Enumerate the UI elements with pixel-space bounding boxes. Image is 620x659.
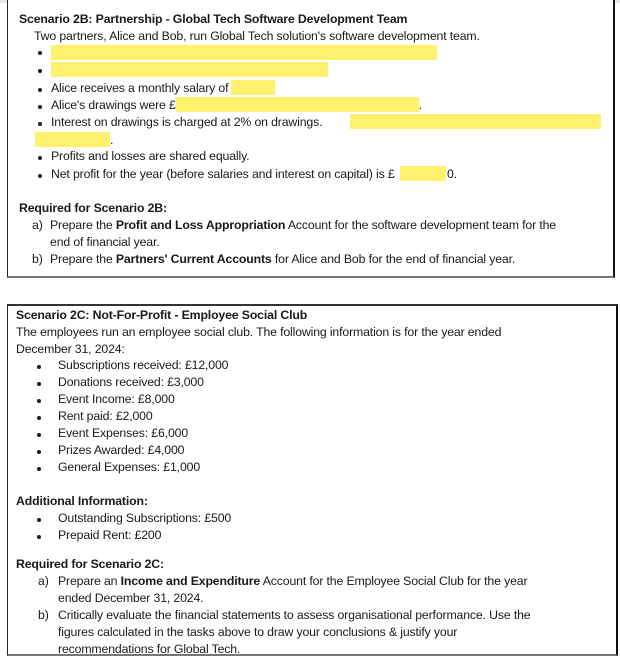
scenario-2c-intro-line2: December 31, 2024: — [16, 342, 125, 356]
bullet-icon — [37, 399, 41, 403]
list-item-text: Interest on drawings is charged at 2% on drawings. — [51, 115, 323, 129]
redacted-highlight — [400, 166, 446, 181]
bullet-icon — [38, 174, 42, 178]
list-item: General Expenses: £1,000 — [58, 460, 201, 474]
bullet-icon — [38, 51, 42, 55]
required-item-a-line2: end of financial year. — [50, 235, 160, 249]
redacted-highlight — [35, 132, 110, 147]
list-item-text: Alice's drawings were £ — [51, 98, 176, 112]
list-item — [51, 166, 395, 182]
required-bold-text: Profit and Loss Appropriation — [115, 218, 286, 232]
required-text: Prepare the — [50, 252, 116, 266]
required-item-b-line3: recommendations for Global Tech. — [58, 642, 241, 656]
bullet-icon — [37, 416, 41, 420]
redacted-highlight — [51, 62, 328, 77]
scenario-2b-intro: Two partners, Alice and Bob, run Global Tech solution's software development team. — [34, 29, 480, 43]
bullet-icon — [38, 105, 42, 109]
required-text: for Alice and Bob for the end of financial year. — [271, 252, 516, 266]
list-item: Prepaid Rent: £200 — [58, 528, 162, 542]
redacted-highlight — [51, 45, 437, 60]
list-item — [51, 114, 322, 130]
required-item-b — [50, 251, 515, 267]
list-item — [51, 97, 422, 113]
required-item-b-line1: Critically evaluate the financial statements to assess organisational performance. Use the — [58, 608, 531, 622]
required-text: Prepare an — [58, 574, 121, 588]
bullet-icon — [37, 467, 41, 471]
required-2c-heading: Required for Scenario 2C: — [16, 557, 164, 571]
list-item-trailing: . — [110, 133, 114, 147]
required-item-marker: a) — [38, 574, 49, 588]
redacted-highlight — [350, 114, 601, 129]
required-bold-text: Partners' Current Accounts — [115, 252, 272, 266]
bullet-icon — [37, 365, 41, 369]
required-text: Account for the Employee Social Club for the year — [260, 574, 528, 588]
bullet-icon — [38, 122, 42, 126]
bullet-icon — [37, 433, 41, 437]
bullet-icon — [38, 88, 42, 92]
additional-info-heading: Additional Information: — [16, 494, 148, 508]
bullet-icon — [37, 518, 41, 522]
required-2b-heading: Required for Scenario 2B: — [19, 201, 167, 215]
bullet-icon — [37, 382, 41, 386]
redacted-highlight — [176, 97, 419, 112]
bullet-icon — [38, 156, 42, 160]
scenario-2b-title: Scenario 2B: Partnership - Global Tech Software Development Team — [19, 12, 408, 26]
redacted-highlight — [231, 80, 275, 95]
required-bold-text: Income and Expenditure — [120, 574, 261, 588]
list-item-trailing: . — [418, 98, 422, 112]
list-item: Subscriptions received: £12,000 — [58, 358, 229, 372]
required-item-marker: b) — [32, 252, 43, 266]
list-item-text: Net profit for the year (before salaries and interest on capital) is £ — [51, 167, 395, 181]
list-item — [51, 80, 275, 96]
required-item-a — [58, 573, 527, 589]
required-text: Account for the software development team for the — [285, 218, 556, 232]
list-item: Prizes Awarded: £4,000 — [58, 443, 185, 457]
list-item: Donations received: £3,000 — [58, 375, 204, 389]
required-text: Prepare the — [50, 218, 116, 232]
required-item-marker: b) — [38, 608, 49, 622]
bullet-icon — [37, 535, 41, 539]
list-item-text: Alice receives a monthly salary of — [51, 81, 229, 95]
list-item: Event Income: £8,000 — [58, 392, 175, 406]
bullet-icon — [38, 69, 42, 73]
list-item: Rent paid: £2,000 — [58, 409, 153, 423]
scenario-2c-title: Scenario 2C: Not-For-Profit - Employee Social Club — [16, 308, 308, 322]
list-item-trailing: 0. — [447, 167, 457, 181]
scenario-2b-box — [7, 0, 615, 278]
required-item-a-line2: ended December 31, 2024. — [58, 591, 204, 605]
bullet-icon — [37, 450, 41, 454]
list-item: Profits and losses are shared equally. — [51, 149, 250, 163]
required-item-b-line2: figures calculated in the tasks above to draw your conclusions & justify your — [58, 625, 458, 639]
list-item: Outstanding Subscriptions: £500 — [58, 511, 232, 525]
list-item: Event Expenses: £6,000 — [58, 426, 189, 440]
scenario-2c-box — [7, 304, 618, 656]
scenario-2c-intro-line1: The employees run an employee social club. The following information is for the year ended — [16, 325, 502, 339]
required-item-a — [50, 217, 556, 233]
required-item-marker: a) — [32, 218, 43, 232]
